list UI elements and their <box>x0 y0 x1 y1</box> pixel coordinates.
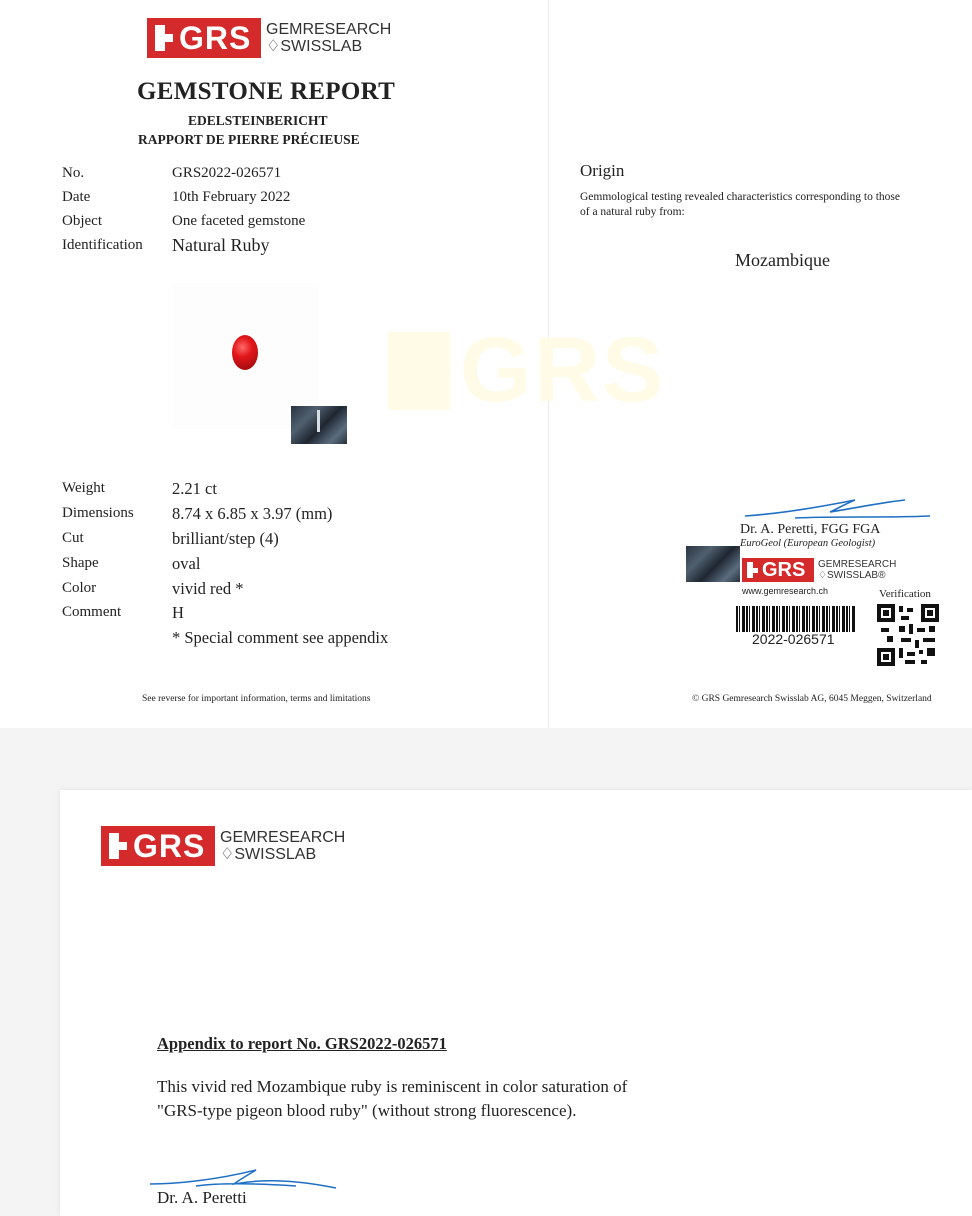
verification-qr-code[interactable] <box>877 604 939 666</box>
field-value-cut: brilliant/step (4) <box>172 529 279 548</box>
swiss-cross-icon <box>155 25 165 51</box>
special-comment: * Special comment see appendix <box>172 628 389 647</box>
field-value-date: 10th February 2022 <box>172 189 291 205</box>
field-value-no: GRS2022-026571 <box>172 165 282 181</box>
field-label-object: Object <box>62 213 102 229</box>
footer-copyright: © GRS Gemresearch Swisslab AG, 6045 Meggen, Switzerland <box>692 694 932 704</box>
logo-badge <box>147 18 261 58</box>
signatory-title: EuroGeol (European Geologist) <box>740 538 876 549</box>
field-label-weight: Weight <box>62 480 105 496</box>
stamp-logo-brand: GRS <box>762 558 806 581</box>
origin-country: Mozambique <box>735 250 830 270</box>
footer-terms: See reverse for important information, terms and limitations <box>142 694 371 704</box>
appendix-logo-brand: GRS <box>133 827 206 864</box>
field-value-dimensions: 8.74 x 6.85 x 3.97 (mm) <box>172 504 333 523</box>
website-link[interactable]: www.gemresearch.ch <box>742 586 829 596</box>
stamp-logo <box>742 558 896 582</box>
appendix-text-line1: This vivid red Mozambique ruby is reminiscent in color saturation of <box>157 1077 628 1096</box>
diamond-icon: ♢ <box>266 38 281 55</box>
field-label-no: No. <box>62 165 85 181</box>
appendix-logo-line1: GEMRESEARCH <box>220 829 346 846</box>
appendix-swiss-cross-icon <box>109 833 119 859</box>
watermark: GRS <box>460 319 666 421</box>
appendix-heading: Appendix to report No. GRS2022-026571 <box>157 1034 447 1053</box>
watermark-cross-icon <box>388 332 450 410</box>
stamp-swiss-cross-icon <box>747 562 753 578</box>
appendix-logo-badge <box>101 826 215 866</box>
field-value-comment: H <box>172 603 184 622</box>
grs-logo <box>147 18 391 58</box>
appendix-signatory-name: Dr. A. Peretti <box>157 1188 247 1207</box>
ruby-image <box>232 335 258 370</box>
stamp-logo-line2: SWISSLAB® <box>826 570 886 581</box>
subtitle-french: RAPPORT DE PIERRE PRÉCIEUSE <box>138 132 360 147</box>
signatory-name: Dr. A. Peretti, FGG FGA <box>740 522 881 537</box>
field-label-cut: Cut <box>62 530 84 546</box>
appendix-logo-wordmark <box>220 829 345 863</box>
field-label-dimensions: Dimensions <box>62 505 134 521</box>
appendix-text-line2: "GRS-type pigeon blood ruby" (without strong fluorescence). <box>157 1101 577 1120</box>
report-title: GEMSTONE REPORT <box>137 78 396 105</box>
field-label-identification: Identification <box>62 237 143 253</box>
stamp-diamond-icon: ♢ <box>818 570 827 581</box>
field-label-shape: Shape <box>62 555 99 571</box>
appendix-grs-logo <box>101 826 345 866</box>
field-value-color: vivid red * <box>172 579 244 598</box>
hologram-seal-stamp <box>686 546 740 582</box>
origin-heading: Origin <box>580 161 625 180</box>
barcode-number: 2022-026571 <box>752 631 835 647</box>
logo-line1: GEMRESEARCH <box>266 21 392 38</box>
origin-text-line1: Gemmological testing revealed characteristics corresponding to those <box>580 191 900 203</box>
field-value-object: One faceted gemstone <box>172 213 306 229</box>
appendix-page <box>60 790 972 1216</box>
field-value-shape: oval <box>172 554 201 573</box>
field-label-comment: Comment <box>62 604 122 620</box>
stamp-logo-wordmark <box>818 559 896 581</box>
field-value-identification: Natural Ruby <box>172 235 270 255</box>
logo-line2: SWISSLAB <box>280 38 363 55</box>
field-value-weight: 2.21 ct <box>172 479 217 498</box>
field-label-color: Color <box>62 580 97 596</box>
logo-wordmark <box>266 21 391 55</box>
barcode <box>736 606 856 632</box>
stamp-logo-badge <box>742 558 814 582</box>
appendix-diamond-icon: ♢ <box>220 846 235 863</box>
appendix-logo-line2: SWISSLAB <box>234 846 317 863</box>
logo-brand: GRS <box>179 19 252 56</box>
origin-text-line2: of a natural ruby from: <box>580 206 685 218</box>
stamp-logo-line1: GEMRESEARCH <box>818 559 897 570</box>
verification-label: Verification <box>879 588 931 600</box>
subtitle-german: EDELSTEINBERICHT <box>188 113 328 128</box>
field-label-date: Date <box>62 189 91 205</box>
